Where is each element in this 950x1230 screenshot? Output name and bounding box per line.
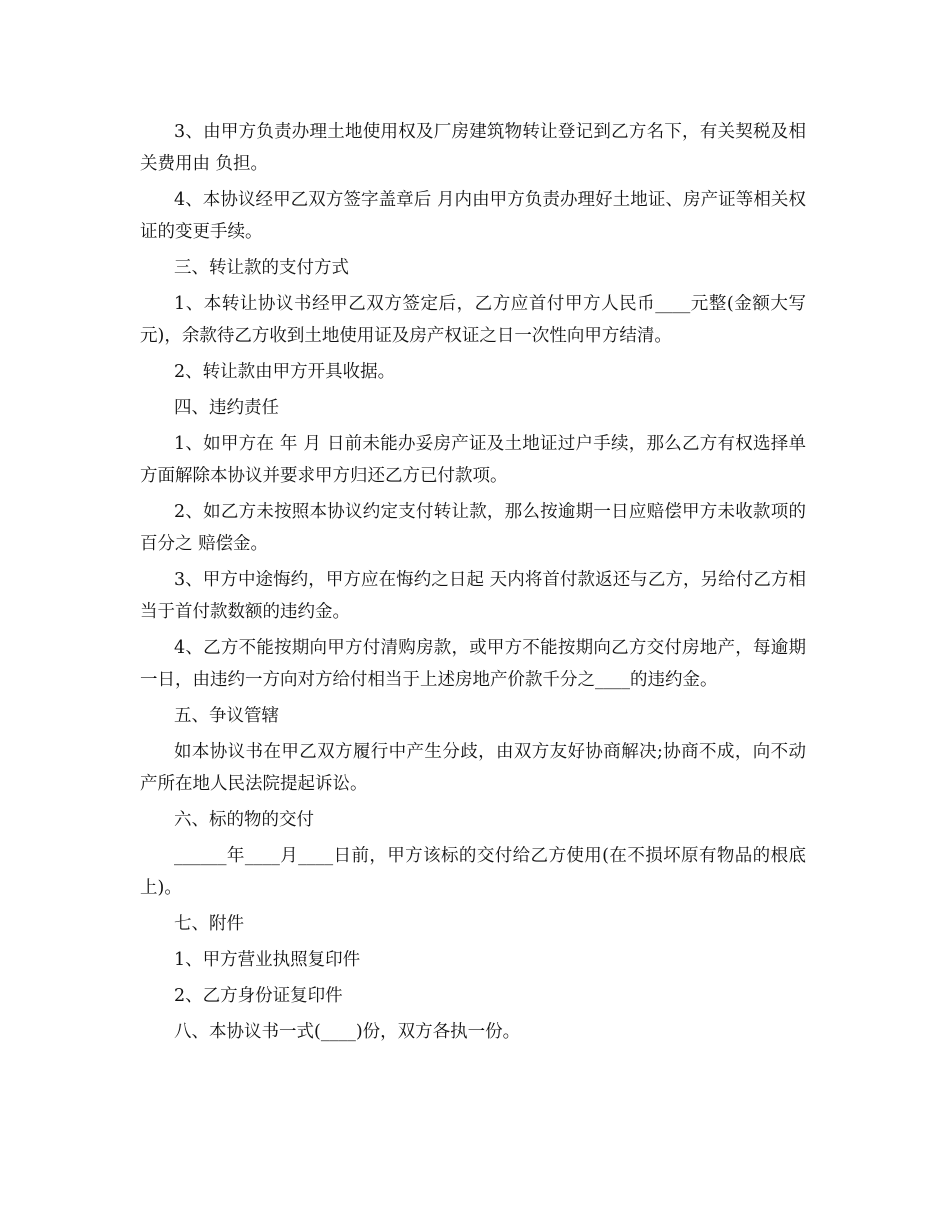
section-heading: 三、转让款的支付方式 bbox=[174, 258, 349, 278]
section-heading: 七、附件 bbox=[174, 914, 244, 934]
document-body bbox=[140, 116, 806, 1052]
clause-paragraph: 2、转让款由甲方开具收据。 bbox=[174, 362, 396, 382]
clause-paragraph: 4、乙方不能按期向甲方付清购房款，或甲方不能按期向乙方交付房地产，每逾期一日，由违约一方向对方给付相当于上述房地产价款千分之____的违约金。 bbox=[140, 638, 806, 690]
section-heading: 四、违约责任 bbox=[174, 398, 279, 418]
clause-paragraph: 如本协议书在甲乙双方履行中产生分歧，由双方友好协商解决;协商不成，向不动产所在地人民法院提起诉讼。 bbox=[140, 742, 806, 794]
clause-paragraph: 3、甲方中途悔约，甲方应在悔约之日起 天内将首付款返还与乙方，另给付乙方相当于首付款数额的违约金。 bbox=[140, 570, 806, 622]
section-heading: 五、争议管辖 bbox=[174, 706, 279, 726]
clause-paragraph: 3、由甲方负责办理土地使用权及厂房建筑物转让登记到乙方名下，有关契税及相关费用由 负担。 bbox=[140, 122, 806, 174]
section-heading: 八、本协议书一式(____)份，双方各执一份。 bbox=[174, 1022, 521, 1042]
clause-paragraph: 4、本协议经甲乙双方签字盖章后 月内由甲方负责办理好土地证、房产证等相关权证的变更手续。 bbox=[140, 190, 806, 242]
clause-paragraph: 2、如乙方未按照本协议约定支付转让款，那么按逾期一日应赔偿甲方未收款项的百分之 赔偿金。 bbox=[140, 502, 806, 554]
clause-paragraph: 1、甲方营业执照复印件 bbox=[174, 950, 361, 970]
clause-paragraph: ______年____月____日前，甲方该标的交付给乙方使用(在不损坏原有物品的根底上)。 bbox=[140, 846, 806, 898]
section-heading: 六、标的物的交付 bbox=[174, 810, 314, 830]
clause-paragraph: 1、本转让协议书经甲乙双方签定后，乙方应首付甲方人民币____元整(金额大写 元)，余款待乙方收到土地使用证及房产权证之日一次性向甲方结清。 bbox=[140, 294, 806, 346]
clause-paragraph: 2、乙方身份证复印件 bbox=[174, 986, 343, 1006]
clause-paragraph: 1、如甲方在 年 月 日前未能办妥房产证及土地证过户手续，那么乙方有权选择单方面解除本协议并要求甲方归还乙方已付款项。 bbox=[140, 434, 806, 486]
